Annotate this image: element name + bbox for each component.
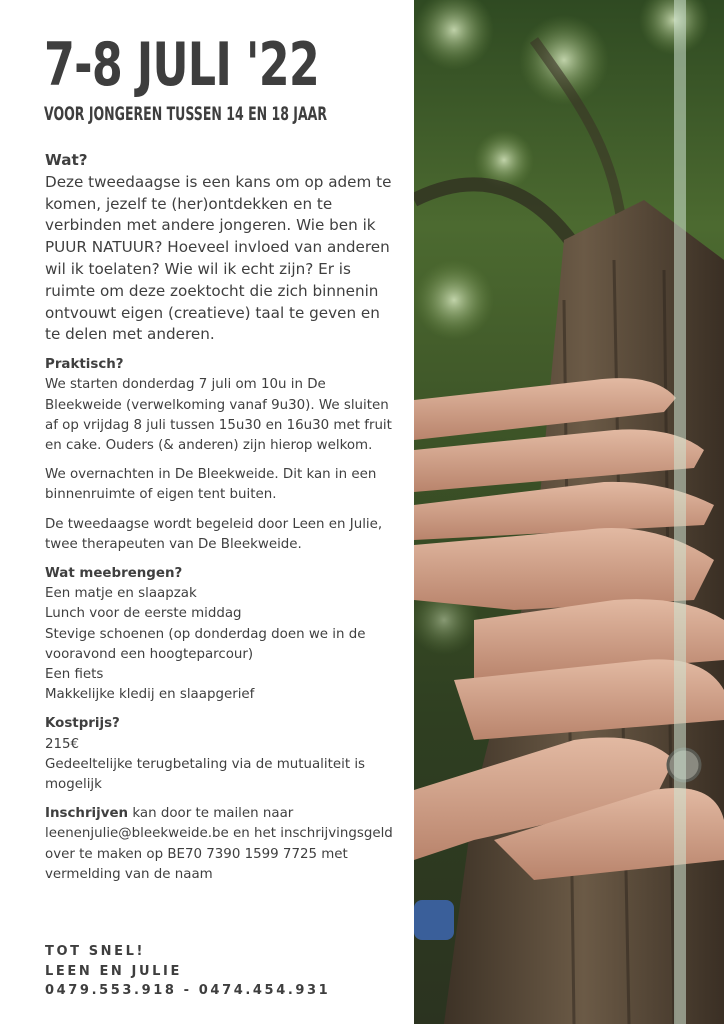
registration-text: kan door te mailen naar leenenjulie@bleekweide.be en het inschrijvingsgeld over te maken op BE70 7390 1599 7725 met vermelding van de naam <box>45 806 393 882</box>
footer-names: LEEN EN JULIE <box>45 963 182 979</box>
content <box>45 150 393 894</box>
footer-greeting: TOT SNEL! <box>45 944 146 959</box>
foliage-light <box>414 0 494 70</box>
section-text: Deze tweedaagse is een kans om op adem te komen, jezelf te (her)ontdekken en te verbinden met andere jongeren. Wie ben ik PUUR NATUUR? Hoeveel invloed van anderen wil ik toelaten? Wie wil ik echt zijn? Er is ruimte om deze zoektocht die zich binnenin ontvouwt eigen (creatieve) taal te geven en te delen met anderen. <box>45 172 392 344</box>
list-item: Een fiets <box>45 667 104 683</box>
decorative-stripe <box>674 0 686 1024</box>
footer <box>45 942 330 1001</box>
paragraph: We overnachten in De Bleekweide. Dit kan in een binnenruimte of eigen tent buiten. <box>45 467 377 503</box>
section-praktisch <box>45 355 393 555</box>
photo-hands-on-tree-trunk <box>414 0 724 1024</box>
photo-illustration <box>414 0 724 1024</box>
price: 215€ <box>45 736 80 752</box>
list-item: Een matje en slaapzak <box>45 586 197 602</box>
section-wat <box>45 150 393 346</box>
list-item: Makkelijke kledij en slaapgerief <box>45 687 255 703</box>
section-heading: Inschrijven <box>45 806 129 822</box>
price-note: Gedeeltelijke terugbetaling via de mutualiteit is mogelijk <box>45 756 366 793</box>
sleeve <box>414 900 454 940</box>
section-heading: Wat? <box>45 151 88 169</box>
list-item: Stevige schoenen (op donderdag doen we in de vooravond een hoogteparcour) <box>45 626 366 662</box>
paragraph: De tweedaagse wordt begeleid door Leen en Julie, twee therapeuten van De Bleekweide. <box>45 516 383 552</box>
paragraph: We starten donderdag 7 juli om 10u in De Bleekweide (verwelkoming vanaf 9u30). We sluiten af op vrijdag 8 juli tussen 15u30 en 16u30 met fruit en cake. Ouders (& anderen) zijn hierop welkom. <box>45 377 392 453</box>
arm <box>414 528 714 610</box>
section-inschrijven <box>45 804 393 885</box>
list-item: Lunch voor de eerste middag <box>45 606 242 622</box>
section-meebrengen <box>45 564 393 705</box>
section-heading: Kostprijs? <box>45 716 120 732</box>
section-heading: Wat meebrengen? <box>45 566 183 581</box>
page-title: 7-8 JULI '22 <box>44 30 320 100</box>
section-heading: Praktisch? <box>45 357 124 373</box>
branch <box>414 184 584 260</box>
page-subtitle: VOOR JONGEREN TUSSEN 14 EN 18 JAAR <box>44 103 328 125</box>
footer-phones: 0479.553.918 - 0474.454.931 <box>45 983 331 998</box>
foliage-light <box>414 260 494 340</box>
section-kostprijs <box>45 714 393 795</box>
